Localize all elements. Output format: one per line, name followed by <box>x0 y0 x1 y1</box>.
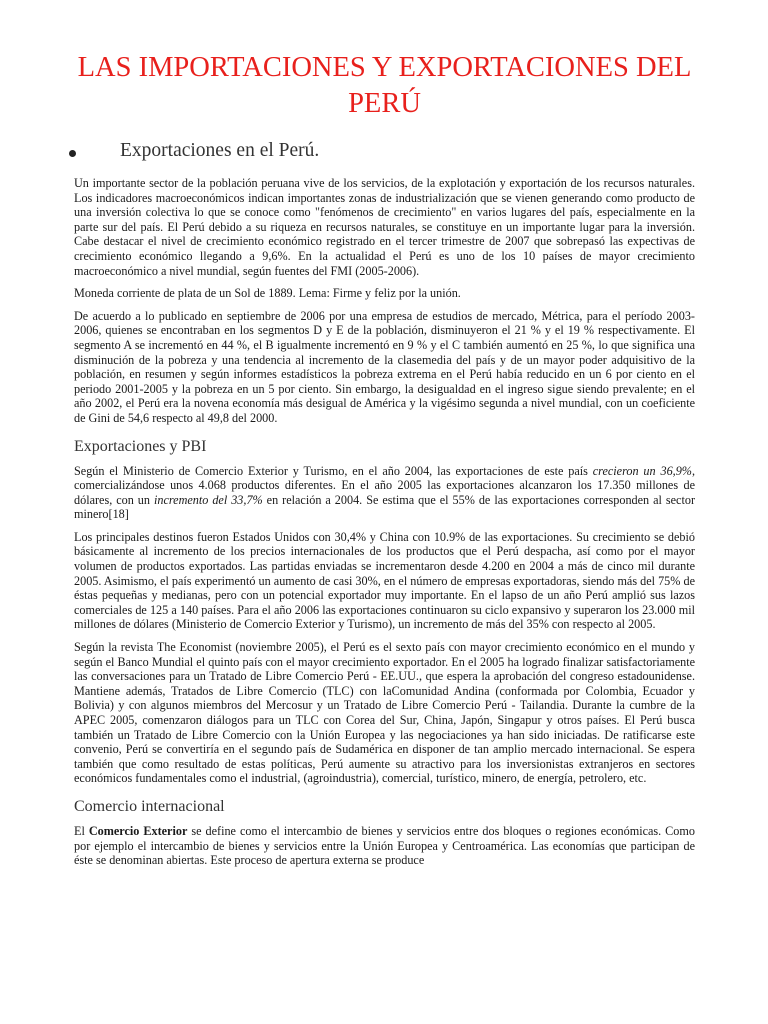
document-page <box>74 50 695 876</box>
emphasis-increment: incremento del 33,7% <box>153 492 263 507</box>
bullet-heading <box>74 140 695 170</box>
text-run: Según el Ministerio de Comercio Exterior y Turismo, en el año 2004, las exportaciones de este país <box>74 463 593 478</box>
bold-term: Comercio Exterior <box>88 823 188 838</box>
text-run: se define como el intercambio de bienes y servicios entre dos bloques o regiones económicas. Como por ejemplo el intercambio de bienes y servicios entre la Unión Europea y Centroamérica. Las economías que participan de éste se denominan abiertas. Este proceso de apertura externa se produce <box>74 823 695 868</box>
paragraph-poverty: De acuerdo a lo publicado en septiembre de 2006 por una empresa de estudios de mercado, Métrica, para el período 2003-2006, quienes se encontraban en los segmentos D y E de la población, disminuyeron el 21 % y el 19 % respectivamente. El segmento A se incrementó en 44 %, el B igualmente incrementó en 9 % y el C también aumentó en 25 %, lo que significa una disminución de la pobreza y una tendencia al incremento de la clasemedia del país y de un mayor poder adquisitivo de la población, en resumen y según informes estadísticos la pobreza extrema en el Perú había reducido en un 6 por ciento en el periodo 2001-2005 y la pobreza en un 5 por ciento. Sin embargo, la desigualdad en el ingreso sigue siendo prevalente; en el año 2002, el Perú era la novena economía más desigual de América y la vigésimo segunda a nivel mundial, con un coeficiente de Gini de 54,6 respecto al 49,8 del 2000. <box>74 308 695 425</box>
text-run: en relación a 2004. Se estima que el 55% de las exportaciones corresponden al sector minero[18] <box>74 492 696 522</box>
text-run: El <box>74 823 89 838</box>
paragraph-intro: Un importante sector de la población peruana vive de los servicios, de la explotación y exportación de los recursos naturales. Los indicadores macroeconómicos indican importantes zonas de industrialización que se vienen generando como producto de una inversión colectiva lo que se conoce como "fenómenos de crecimiento" en varios lugares del país, especialmente en la parte sur del país. El Perú debido a su riqueza en recursos naturales, se constituye en un importante lugar para la inversión. Cabe destacar el nivel de crecimiento económico registrado en el tercer trimestre de 2007 que sobrepasó las expectivas de crecimiento económico llegando a 9,6%. En la actualidad el Perú es uno de los 10 países de mayor crecimiento macroeconómico a nivel mundial, según fuentes del FMI (2005-2006). <box>74 176 695 278</box>
bullet-heading-text: Exportaciones en el Perú. <box>120 140 320 161</box>
paragraph-economist: Según la revista The Economist (noviembre 2005), el Perú es el sexto país con mayor crecimiento económico en el mundo y según el Banco Mundial el quinto país con el mayor crecimiento exportador. En el 2005 ha logrado finalizar satisfactoriamente las conversaciones para un Tratado de Libre Comercio Perú - EE.UU., que espera la aprobación del congreso estadounidense. Mantiene además, Tratados de Libre Comercio (TLC) con laComunidad Andina (conformada por Colombia, Ecuador y Bolivia) y con algunos miembros del Mercosur y un Tratado de Libre Comercio Perú - Tailandia. Durante la cumbre de la APEC 2005, comenzaron diálogos para un TLC con Corea del Sur, China, Japón, Singapur y otros países. El Perú busca también un Tratado de Libre Comercio con la Unión Europea y las negociaciones ya han sido iniciadas. De ratificarse este convenio, Perú se convertiría en el segundo país de Sudamérica en disponer de tan amplio mercado internacional. Se espera también que como resultado de estas políticas, Perú aumente su atractivo para los inversionistas extranjeros en sectores económicos fundamentales como el industrial, (agroindustria), comercial, turístico, minero, de energía, petrolero, etc. <box>74 640 695 786</box>
bullet-icon <box>69 150 76 157</box>
paragraph-exports-ministry <box>74 464 695 522</box>
document-title: LAS IMPORTACIONES Y EXPORTACIONES DEL PERÚ <box>77 52 692 119</box>
paragraph-destinations: Los principales destinos fueron Estados Unidos con 30,4% y China con 10.9% de las exportaciones. Su crecimiento se debió básicamente al incremento de los precios internacionales de los productos que el Perú despacha, así como por el mayor volumen de productos exportados. Las partidas enviadas se incrementaron desde 4.200 en 2004 a más de cinco mil durante 2005. Asimismo, el país experimentó un aumento de casi 30%, en el número de empresas exportadoras, siendo más del 75% de éstas pequeñas y medianas, pero con un potencial exportador muy importante. En el lapso de un año Perú amplió sus lazos comerciales de 125 a 140 países. Para el año 2006 las exportaciones continuaron su ciclo expansivo y superaron los 23.000 mil millones de dólares (Ministerio de Comercio Exterior y Turismo), un incremento de más del 35% con respecto al 2005. <box>74 529 695 632</box>
paragraph-foreign-trade <box>74 824 695 868</box>
text-run: , comercializándose unos 4.068 productos diferentes. En el año 2005 las exportaciones alcanzaron los 17.350 millones de dólares, con un <box>74 463 695 507</box>
paragraph-coin: Moneda corriente de plata de un Sol de 1889. Lema: Firme y feliz por la unión. <box>74 286 461 301</box>
heading-international-trade: Comercio internacional <box>74 797 225 815</box>
heading-exports-pbi: Exportaciones y PBI <box>74 437 207 455</box>
emphasis-growth: crecieron un 36,9% <box>592 463 692 478</box>
